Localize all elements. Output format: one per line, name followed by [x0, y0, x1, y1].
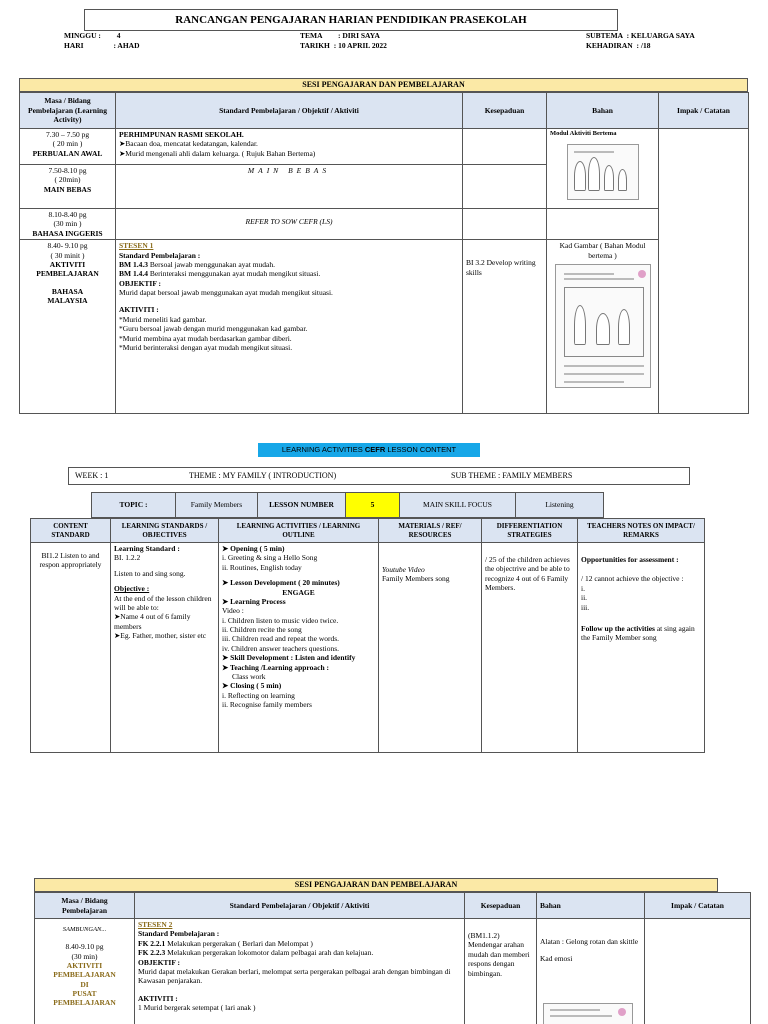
la-skill: ➤ Skill Development : Listen and identify — [222, 653, 356, 663]
rph2-kesepaduan: (BM1.1.2) Mendengar arahan mudah dan memberi respons dengan bimbingan. — [468, 931, 530, 978]
tema-value: : DIRI SAYA — [337, 31, 380, 40]
rph1-table — [19, 92, 749, 414]
rph2-l3: DI — [80, 979, 89, 989]
notes-follow: at sing again the Family Member song — [581, 623, 695, 643]
cefr-week: WEEK : 1 — [75, 471, 109, 480]
rph1-row-perbualan — [20, 129, 749, 165]
rph1-head-masa: Masa / Bidang Pembelajaran (Learning Activity) — [20, 93, 116, 129]
mat-song: Family Members song — [382, 574, 450, 584]
mat-youtube: Youtube Video — [382, 565, 425, 574]
subtema-label: SUBTEMA — [586, 31, 623, 40]
content-standard: BI1.2 Listen to and respon appropriately — [39, 551, 102, 570]
r1-dur: ( 20 min ) — [52, 139, 83, 149]
la-p3: iii. Children read and repeat the words. — [222, 634, 340, 644]
page-title: RANCANGAN PENGAJARAN HARIAN PENDIDIKAN PRASEKOLAH — [175, 14, 527, 26]
rph1-head-bahan: Bahan — [547, 93, 659, 129]
notes-ii: ii. — [581, 593, 588, 603]
rph2-head-masa: Masa / Bidang Pembelajaran — [35, 893, 135, 919]
rph1-row-bi — [20, 209, 749, 240]
rph2-head-impak: Impak / Catatan — [645, 893, 751, 919]
kehadiran-value: : /18 — [636, 41, 651, 50]
cefr-week-row — [68, 467, 690, 485]
la-opening: ➤ Opening ( 5 min) — [222, 544, 285, 553]
cefr-head-ls: LEARNING STANDARDS / OBJECTIVES — [111, 519, 219, 543]
r4-obj: Murid dapat bersoal jawab menggunakan ayat mudah mengikut situasi. — [119, 288, 333, 297]
r4-sp2-code: BM 1.4.4 — [119, 269, 148, 279]
notes-iii: iii. — [581, 602, 590, 612]
cefr-head-diff: DIFFERENTIATION STRATEGIES — [482, 519, 578, 543]
r4-time: 8.40- 9.10 pg — [47, 241, 88, 251]
la-o2: ii. Routines, English today — [222, 562, 302, 572]
rph1-band: SESI PENGAJARAN DAN PEMBELAJARAN — [19, 78, 748, 92]
worksheet-emosi-image — [543, 1003, 633, 1024]
r3-text: REFER TO SOW CEFR (LS) — [245, 217, 333, 226]
obj-bullet2: ➤Eg. Father, mother, sister etc — [114, 631, 207, 640]
focus-label: MAIN SKILL FOCUS — [400, 493, 516, 518]
rph2-obj-label: OBJEKTIF : — [138, 957, 181, 967]
cefr-banner-bold: CEFR — [364, 445, 386, 454]
rph2-bahan1: Alatan : Gelong rotan dan skittle — [540, 937, 639, 946]
worksheet-family-image — [567, 144, 639, 200]
differentiation: / 25 of the children achieves the objectrive and be able to recognize 4 out of 6 Family Members. — [485, 555, 570, 593]
rph2-l4: PUSAT — [72, 989, 97, 998]
la-engage: ENGAGE — [282, 587, 315, 597]
obj-label: Objective : — [114, 584, 150, 594]
rph2-dur: (30 min) — [71, 951, 98, 961]
rph2-sp1-code: FK 2.2.1 — [138, 938, 166, 948]
r3-label: BAHASA INGGERIS — [32, 228, 103, 238]
hari-value: : AHAD — [113, 41, 140, 50]
cefr-head-la: LEARNING ACTIVITIES / LEARNING OUTLINE — [219, 519, 379, 543]
r2-text: MAIN BEBAS — [247, 166, 331, 175]
worksheet-kad-gambar-image — [555, 264, 651, 388]
r4-sp-label: Standard Pembelajaran : — [119, 250, 201, 260]
obj-text: At the end of the lesson children will be able to: — [114, 593, 212, 612]
notes-opp: Opportunities for assessment : — [581, 555, 679, 564]
topic-value: Family Members — [176, 493, 258, 518]
ls-value: BI. 1.2.2 — [114, 553, 141, 563]
rph2-band: SESI PENGAJARAN DAN PEMBELAJARAN — [34, 878, 718, 892]
la-p1: i. Children listen to music video twice. — [222, 615, 339, 625]
r2-time: 7.50-8.10 pg — [48, 166, 87, 175]
la-teach: ➤ Teaching /Learning approach : — [222, 662, 329, 672]
rph2-l1: AKTIVITI — [66, 960, 103, 970]
cefr-banner — [258, 443, 480, 457]
r4-a4: *Murid berinteraksi dengan ayat mudah mengikut situasi. — [119, 342, 293, 352]
rph2-head-bahan: Bahan — [537, 893, 645, 919]
rph2-stesen: STESEN 2 — [138, 920, 173, 929]
r1-line2: ➤Murid mengenali ahli dalam keluarga. ( Rujuk Bahan Bertema) — [119, 148, 316, 158]
kehadiran-label: KEHADIRAN — [586, 41, 633, 50]
cefr-head-content: CONTENT STANDARD — [31, 519, 111, 543]
la-teach2: Class work — [232, 671, 266, 681]
cefr-banner-post: LESSON CONTENT — [385, 445, 457, 454]
minggu-value: 4 — [116, 31, 121, 40]
r4-sp2: Berinteraksi menggunakan ayat mudah mengikut situasi. — [149, 269, 321, 279]
rph2-head-kesepaduan: Kesepaduan — [465, 893, 537, 919]
la-process: ➤ Learning Process — [222, 596, 286, 606]
tarikh-value: : 10 APRIL 2022 — [333, 41, 387, 50]
r4-a1: *Murid meneliti kad gambar. — [119, 314, 207, 324]
cefr-theme: THEME : MY FAMILY ( INTRODUCTION) — [189, 471, 337, 480]
r4-obj-label: OBJEKTIF : — [119, 278, 162, 288]
r4-stesen: STESEN 1 — [119, 241, 154, 251]
meta-block — [64, 31, 724, 53]
r3-time: 8.10-8.40 pg — [48, 210, 87, 219]
rph2-bahan2: Kad emosi — [540, 954, 573, 964]
rph2-akt-label: AKTIVITI : — [138, 993, 178, 1003]
r4-a2: *Guru bersoal jawab dengan murid menggunakan kad gambar. — [119, 324, 308, 334]
rph2-sp2: Melakukan pergerakan lokomotor dalam pelbagai arah dan kelajuan. — [167, 948, 374, 958]
rph2-obj: Murid dapat melakukan Gerakan berlari, melompat serta pergerakan pelbagai arah dengan bimbingan di Kawasan penjarakan. — [138, 966, 451, 986]
obj-bullet1: ➤Name 4 out of 6 family members — [114, 612, 191, 631]
r4-label4: MALAYSIA — [47, 296, 88, 305]
hari-label: HARI — [64, 41, 84, 50]
tarikh-label: TARIKH — [300, 41, 330, 50]
cefr-banner-pre: LEARNING ACTIVITIES — [281, 445, 365, 454]
cefr-table — [30, 518, 705, 753]
tema-label: TEMA — [300, 31, 323, 40]
r1-title: PERHIMPUNAN RASMI SEKOLAH. — [119, 130, 244, 139]
rph2-sp-label: Standard Pembelajaran : — [138, 929, 220, 939]
rph2-a1: 1 Murid bergerak setempat ( lari anak ) — [138, 1003, 256, 1012]
r4-kesepaduan: BI 3.2 Develop writing skills — [466, 258, 536, 277]
rph2-time: 8.40-9.10 pg — [65, 942, 104, 952]
la-p2: ii. Children recite the song — [222, 625, 302, 634]
ls-label: Learning Standard : — [114, 544, 180, 553]
cefr-head-notes: TEACHERS NOTES ON IMPACT/ REMARKS — [578, 519, 705, 543]
rph1-row-bm — [20, 240, 749, 414]
la-dev: ➤ Lesson Development ( 20 minutes) — [222, 578, 340, 588]
r4-a3: *Murid membina ayat mudah berdasarkan gambar diberi. — [119, 333, 292, 343]
rph2-l2: PEMBELAJARAN — [53, 970, 116, 980]
rph2-head-standard: Standard Pembelajaran / Objektif / Aktiviti — [135, 893, 465, 919]
r1-line1: ➤Bacaan doa, mencatat kedatangan, kalendar. — [119, 139, 258, 149]
r4-akt-label: AKTIVITI : — [119, 305, 159, 315]
rph1-head-kesepaduan: Kesepaduan — [463, 93, 547, 129]
la-c2: ii. Recognise family members — [222, 700, 312, 709]
r4-sp1: Bersoal jawab menggunakan ayat mudah. — [149, 259, 276, 269]
la-video: Video : — [222, 606, 244, 616]
page-title-box — [84, 9, 618, 31]
r4-label1: AKTIVITI — [49, 259, 86, 269]
rph2-sp2-code: FK 2.2.3 — [138, 948, 166, 958]
notes-n1: / 12 cannot achieve the objective : — [581, 574, 684, 584]
r4-dur: ( 30 minit ) — [50, 250, 85, 260]
notes-follow-bold: Follow up the activities — [581, 623, 655, 633]
la-closing: ➤ Closing ( 5 min) — [222, 681, 282, 691]
rph2-sambung: SAMBUNGAN... — [62, 926, 107, 933]
r4-bahan: Kad Gambar ( Bahan Modul bertema ) — [559, 241, 646, 260]
r4-label3: BAHASA — [51, 286, 84, 296]
rph2-sp1: Melakukan pergerakan ( Berlari dan Melompat ) — [167, 938, 313, 948]
notes-i: i. — [581, 583, 585, 593]
la-c1: i. Reflecting on learning — [222, 690, 295, 700]
focus-value: Listening — [516, 493, 604, 518]
la-p4: iv. Children answer teachers questions. — [222, 643, 339, 653]
cefr-content-row — [31, 543, 705, 753]
minggu-label: MINGGU : — [64, 31, 101, 40]
cefr-head-materials: MATERIALS / REF/ RESOURCES — [379, 519, 482, 543]
r1-bahan: Modul Aktiviti Bertema — [550, 130, 617, 137]
r4-sp1-code: BM 1.4.3 — [119, 259, 148, 269]
lesson-value: 5 — [346, 493, 400, 518]
cefr-subtheme: SUB THEME : FAMILY MEMBERS — [451, 471, 573, 480]
rph2-l5: PEMBELAJARAN — [53, 998, 116, 1008]
lesson-label: LESSON NUMBER — [258, 493, 346, 518]
r4-label2: PEMBELAJARAN — [36, 269, 99, 279]
rph2-row-pusat — [35, 919, 751, 1024]
r2-label: MAIN BEBAS — [43, 184, 92, 194]
cefr-topic-row — [91, 492, 604, 518]
rph1-head-impak: Impak / Catatan — [659, 93, 749, 129]
rph2-table — [34, 892, 751, 1024]
r3-dur: (30 min ) — [53, 219, 82, 229]
topic-label: TOPIC : — [92, 493, 176, 518]
la-o1: i. Greeting & sing a Hello Song — [222, 553, 318, 563]
ls-text: Listen to and sing song. — [114, 568, 186, 578]
r1-label: PERBUALAN AWAL — [32, 148, 103, 158]
r2-dur: ( 20min) — [54, 175, 81, 185]
rph1-head-standard: Standard Pembelajaran / Objektif / Aktiviti — [116, 93, 463, 129]
subtema-value: : KELUARGA SAYA — [626, 31, 695, 40]
r1-time: 7.30 – 7.50 pg — [45, 130, 90, 139]
